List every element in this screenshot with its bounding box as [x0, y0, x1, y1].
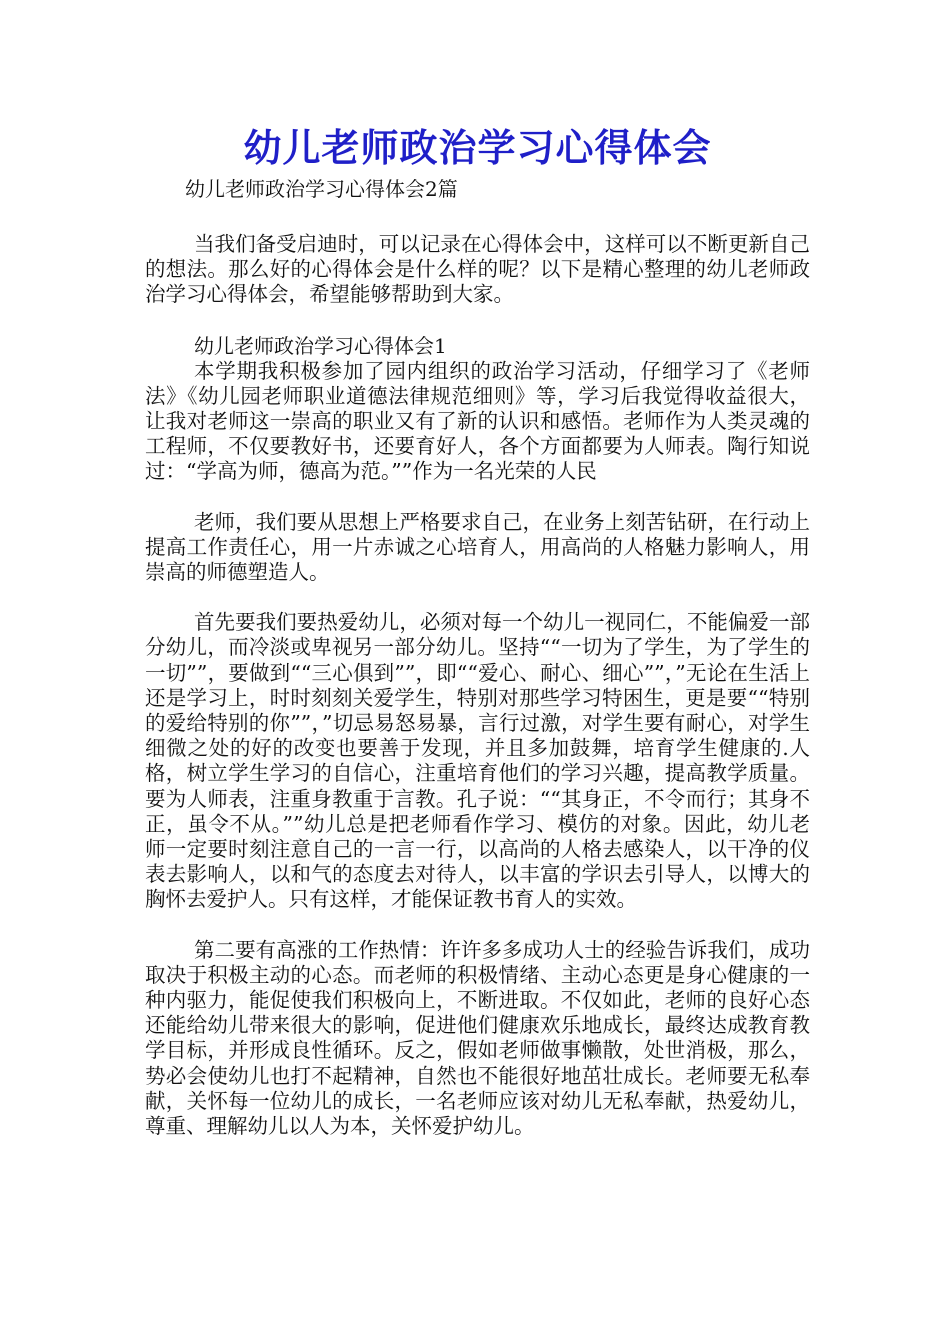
spacer [145, 308, 810, 333]
document-title: 幼儿老师政治学习心得体会 [243, 125, 712, 170]
spacer [145, 913, 810, 938]
paragraph-4: 第二要有高涨的工作热情：许许多多成功人士的经验告诉我们，成功取决于积极主动的心态。而老师的积极情绪、主动心态更是身心健康的一种内驱力，能促使我们积极向上，不断进取。不仅如此，老师的良好心态还能给幼儿带来很大的影响，促进他们健康欢乐地成长，最终达成教育教学目标，并形成良性循环。反之，假如老师做事懒散，处世消极，那么，势必会使幼儿也打不起精神，自然也不能很好地茁壮成长。老师要无私奉献，关怀每一位幼儿的成长，一名老师应该对幼儿无私奉献，热爱幼儿，尊重、理解幼儿以人为本，关怀爱护幼儿。 [145, 937, 810, 1139]
document-subtitle: 幼儿老师政治学习心得体会2篇 [185, 177, 458, 201]
spacer [145, 585, 810, 610]
section-heading: 幼儿老师政治学习心得体会1 [194, 333, 447, 358]
paragraph-2: 老师，我们要从思想上严格要求自己，在业务上刻苦钻研，在行动上提高工作责任心，用一片赤诚之心培育人，用高尚的人格魅力影响人，用崇高的师德塑造人。 [145, 509, 810, 585]
paragraph-1: 本学期我积极参加了园内组织的政治学习活动，仔细学习了《老师法》《幼儿园老师职业道德法律规范细则》等，学习后我觉得收益很大，让我对老师这一崇高的职业又有了新的认识和感悟。老师作为人类灵魂的工程师，不仅要教好书，还要育好人，各个方面都要为人师表。陶行知说过：“学高为师，德高为范。””作为一名光荣的人民 [145, 358, 810, 484]
spacer [145, 485, 810, 510]
intro-paragraph: 当我们备受启迪时，可以记录在心得体会中，这样可以不断更新自己的想法。那么好的心得体会是什么样的呢？以下是精心整理的幼儿老师政治学习心得体会，希望能够帮助到大家。 [145, 232, 810, 307]
document-page [145, 120, 810, 1139]
paragraph-3: 首先要我们要热爱幼儿，必须对每一个幼儿一视同仁，不能偏爱一部分幼儿，而冷淡或卑视另一部分幼儿。坚持““一切为了学生，为了学生的一切””，要做到““三心俱到””，即““爱心、耐心、细心””，”无论在生活上还是学习上，时时刻刻关爱学生，特别对那些学习特困生，更是要““特别的爱给特别的你””，”切忌易怒易暴，言行过激，对学生要有耐心，对学生细微之处的好的改变也要善于发现，并且多加鼓舞，培育学生健康的.人格，树立学生学习的自信心，注重培育他们的学习兴趣，提高教学质量。要为人师表，注重身教重于言教。孔子说：““其身正，不令而行；其身不正，虽令不从。””幼儿总是把老师看作学习、模仿的对象。因此，幼儿老师一定要时刻注意自己的一言一行，以高尚的人格去感染人，以干净的仪表去影响人，以和气的态度去对待人，以丰富的学识去引导人，以博大的胸怀去爱护人。只有这样，才能保证教书育人的实效。 [145, 610, 810, 912]
